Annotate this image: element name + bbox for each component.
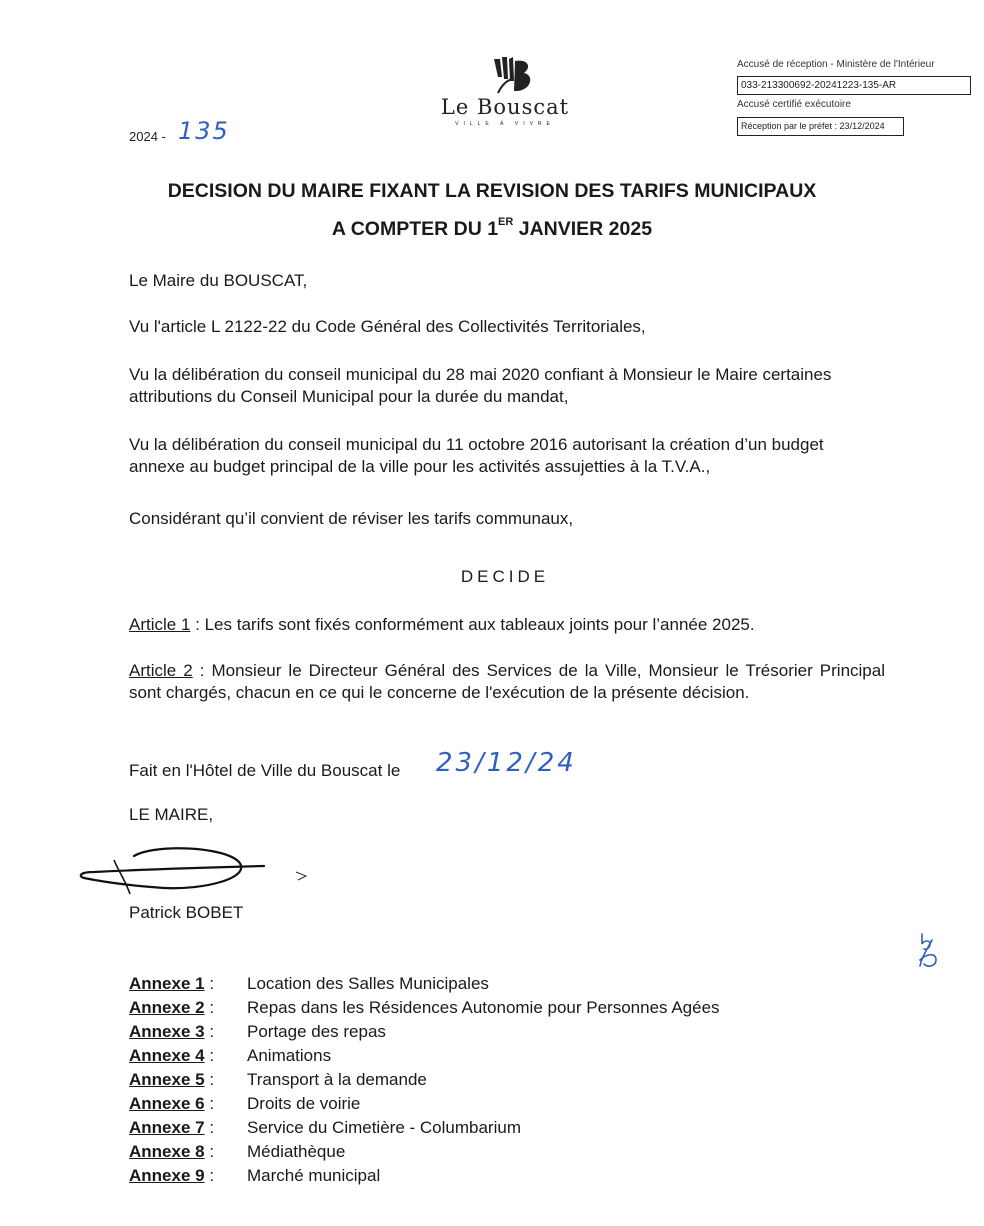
- annex-description: Location des Salles Municipales: [247, 974, 489, 993]
- legal-basis-paragraph-2: Vu la délibération du conseil municipal du 28 mai 2020 confiant à Monsieur le Maire certaines attributions du Conseil Municipal pour la durée du mandat,: [129, 365, 832, 406]
- decide-heading: DECIDE: [460, 567, 550, 586]
- considerant-paragraph: Considérant qu’il convient de réviser les tarifs communaux,: [129, 509, 574, 528]
- annex-item: [129, 1044, 720, 1068]
- signature-place-line: Fait en l'Hôtel de Ville du Bouscat le: [129, 761, 401, 780]
- document-title-line2: A COMPTER DU 1ER JANVIER 2025: [331, 216, 653, 240]
- annex-item: [129, 1164, 720, 1188]
- handwritten-signature-date: 23/12/24: [436, 748, 577, 778]
- annex-label: Annexe 3 :: [129, 1022, 215, 1041]
- annex-description: Transport à la demande: [247, 1070, 427, 1089]
- annex-label: Annexe 7 :: [129, 1118, 215, 1137]
- city-logo-name: Le Bouscat: [440, 95, 570, 119]
- annex-label: Annexe 1 :: [129, 974, 215, 993]
- annex-item: [129, 1068, 720, 1092]
- annex-list: [129, 972, 720, 1188]
- decision-reference-handwritten-number: 135: [178, 117, 230, 145]
- handwritten-signature-icon: [74, 838, 324, 908]
- signer-title: LE MAIRE,: [129, 805, 214, 824]
- stamp-receipt-id-box: 033-213300692-20241223-135-AR: [737, 76, 971, 95]
- annex-description: Droits de voirie: [247, 1094, 361, 1113]
- annex-description: Médiathèque: [247, 1142, 346, 1161]
- stamp-certified-label: Accusé certifié exécutoire: [737, 99, 851, 110]
- annex-description: Repas dans les Résidences Autonomie pour Personnes Agées: [247, 998, 720, 1017]
- annex-item: [129, 1020, 720, 1044]
- annex-label: Annexe 2 :: [129, 998, 215, 1017]
- annex-item: [129, 1116, 720, 1140]
- annex-description: Portage des repas: [247, 1022, 386, 1041]
- annex-item: [129, 1092, 720, 1116]
- article-2-label: Article 2: [129, 661, 193, 680]
- decision-reference-prefix: 2024 -: [129, 129, 166, 144]
- city-logo-icon: [488, 55, 534, 97]
- annex-item: [129, 1140, 720, 1164]
- document-title-line1: DECISION DU MAIRE FIXANT LA REVISION DES TARIFS MUNICIPAUX: [167, 180, 817, 202]
- annex-description: Service du Cimetière - Columbarium: [247, 1118, 521, 1137]
- annex-label: Annexe 5 :: [129, 1070, 215, 1089]
- legal-basis-paragraph-1: Vu l'article L 2122-22 du Code Général des Collectivités Territoriales,: [129, 317, 646, 336]
- stamp-prefect-reception-box: Réception par le préfet : 23/12/2024: [737, 117, 904, 136]
- annex-label: Annexe 9 :: [129, 1166, 215, 1185]
- intro-paragraph: Le Maire du BOUSCAT,: [129, 271, 308, 290]
- article-1: [129, 614, 755, 636]
- annex-label: Annexe 4 :: [129, 1046, 215, 1065]
- annex-item: [129, 996, 720, 1020]
- signer-name: Patrick BOBET: [129, 903, 244, 922]
- annex-label: Annexe 6 :: [129, 1094, 215, 1113]
- annex-label: Annexe 8 :: [129, 1142, 215, 1161]
- annex-description: Animations: [247, 1046, 332, 1065]
- annex-description: Marché municipal: [247, 1166, 381, 1185]
- article-2-text: : Monsieur le Directeur Général des Services de la Ville, Monsieur le Trésorier Principal sont chargés, chacun en ce qui le concerne de l'exécution de la présente décision.: [129, 661, 885, 702]
- article-2: [129, 660, 885, 704]
- stamp-receipt-label: Accusé de réception - Ministère de l'Intérieur: [737, 59, 935, 70]
- city-logo-tagline: VILLE À VIVRE: [455, 121, 555, 127]
- article-1-text: : Les tarifs sont fixés conformément aux tableaux joints pour l’année 2025.: [190, 615, 755, 634]
- legal-basis-paragraph-3: Vu la délibération du conseil municipal du 11 octobre 2016 autorisant la création d’un budget annexe au budget principal de la ville pour les activités assujetties à la T.V.A.,: [129, 435, 824, 476]
- handwritten-initials-icon: [914, 930, 944, 970]
- annex-item: [129, 972, 720, 996]
- article-1-label: Article 1: [129, 615, 191, 634]
